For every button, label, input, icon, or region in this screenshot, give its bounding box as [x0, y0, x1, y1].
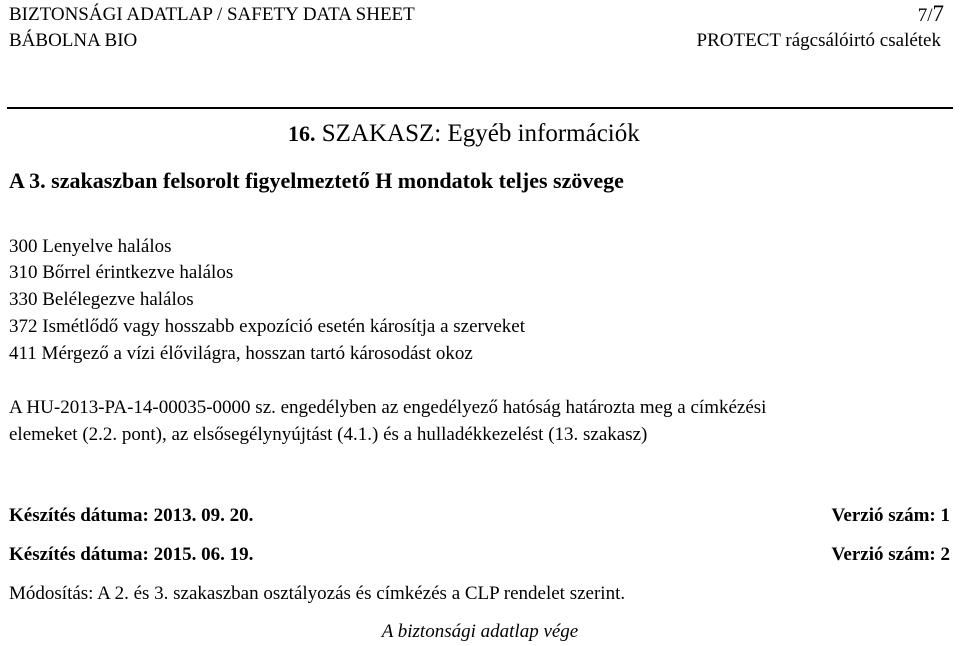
modification-note: Módosítás: A 2. és 3. szakaszban osztályozás és címkézés a CLP rendelet szerint.: [9, 583, 626, 604]
h-statement-330: 330 Belélegezve halálos: [9, 289, 194, 310]
section-title-text: SZAKASZ: Egyéb információk: [321, 120, 640, 147]
h-statement-372: 372 Ismétlődő vagy hosszabb expozíció esetén károsítja a szerveket: [9, 316, 525, 337]
header-product: PROTECT rágcsálóirtó csalétek: [696, 30, 941, 51]
section-title: [288, 121, 640, 146]
version-number-2: Verzió szám: 2: [831, 544, 950, 565]
license-line-2: elemeket (2.2. pont), az elsősegélynyújtást (4.1.) és a hulladékkezelést (13. szakasz): [9, 424, 648, 445]
page-current: 7/: [917, 5, 933, 26]
page-number: [918, 2, 944, 25]
header-rule: [7, 107, 953, 109]
h-statements-heading: A 3. szakaszban felsorolt figyelmeztető H mondatok teljes szövege: [9, 168, 624, 193]
h-statement-300: 300 Lenyelve halálos: [9, 236, 172, 257]
header-company: BÁBOLNA BIO: [9, 30, 138, 51]
version-number-1: Verzió szám: 1: [831, 505, 950, 526]
page-total: 7: [932, 1, 944, 26]
end-of-sheet: A biztonsági adatlap vége: [381, 621, 579, 642]
creation-date-1: Készítés dátuma: 2013. 09. 20.: [9, 505, 254, 526]
header-title: BIZTONSÁGI ADATLAP / SAFETY DATA SHEET: [9, 4, 415, 25]
license-line-1: A HU-2013-PA-14-00035-0000 sz. engedélyben az engedélyező hatóság határozta meg a címkézési: [9, 397, 767, 418]
h-statement-310: 310 Bőrrel érintkezve halálos: [9, 262, 234, 283]
creation-date-2: Készítés dátuma: 2015. 06. 19.: [9, 544, 254, 565]
section-number: 16.: [288, 121, 316, 146]
h-statement-411: 411 Mérgező a vízi élővilágra, hosszan tartó károsodást okoz: [9, 343, 473, 364]
